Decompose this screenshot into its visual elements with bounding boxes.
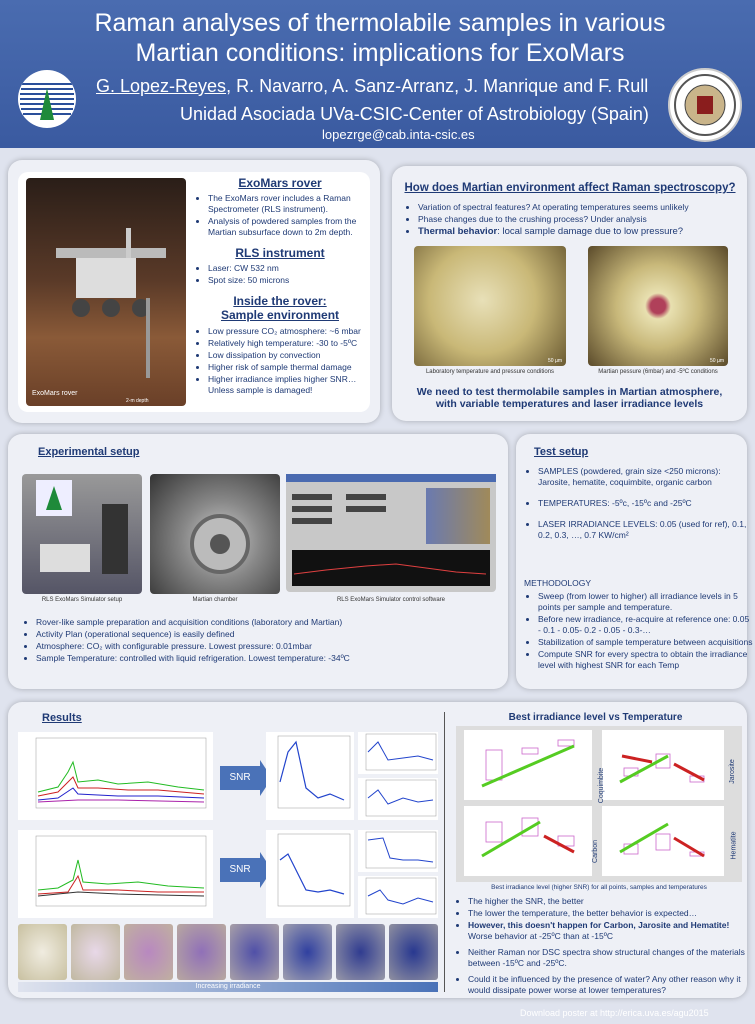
email: lopezrge@cab.inta-csic.es <box>322 127 475 142</box>
sample-thumb <box>389 924 438 980</box>
conclusion: We need to test thermolabile samples in Martian atmosphere, with variable temperatures and laser irradiance levels <box>416 386 723 410</box>
chamber-caption: Martian chamber <box>192 597 238 603</box>
sample-thumb <box>71 924 120 980</box>
list-item: • SAMPLES (powdered, grain size <250 microns): Jarosite, hematite, coquimbite, organic carbon <box>538 466 753 488</box>
photo-caption: ExoMars rover <box>32 390 78 397</box>
list-item: • Higher risk of sample thermal damage <box>208 362 366 373</box>
list-item: • Atmosphere: CO₂ with configurable pressure. Lowest pressure: 0.01mbar <box>36 641 516 652</box>
list-item: • Stabilization of sample temperature between acquisitions <box>538 637 753 648</box>
list-item: • The lower the temperature, the better behavior is expected… <box>468 908 750 919</box>
snr-chart-1 <box>266 732 354 820</box>
rover-photo <box>26 178 186 406</box>
list-item: • Before new irradiance, re-acquire at reference one: 0.05 - 0.1 - 0.05- 0.2 - 0.05 - 0.3-… <box>538 614 753 636</box>
setup-caption: RLS ExoMars Simulator setup <box>41 597 123 603</box>
label-coquimbite: Coquimbite <box>598 767 606 804</box>
martian-caption: Martian pessure (6mbar) and -5ºC conditions <box>598 369 718 375</box>
poster-title: Raman analyses of thermolabile samples in various Martian conditions: implications for ExoMars <box>94 9 666 67</box>
results-panel <box>8 702 747 998</box>
snr-arrow-1: SNR <box>220 766 260 790</box>
label-jarosite: Jarosite <box>728 759 736 784</box>
label-carbon: Carbon <box>591 840 599 863</box>
list-item: • Phase changes due to the crushing process? Under analysis <box>418 214 748 225</box>
results-list <box>454 896 750 997</box>
list-item: • Higher irradiance implies higher SNR… Unless sample is damaged! <box>208 374 366 396</box>
list-item: • However, this doesn't happen for Carbon, Jarosite and Hematite! Worse behavior at -25ºC than at -15ºC <box>468 920 750 942</box>
sample-photo-martian <box>588 246 728 366</box>
scale-label: 50 µm <box>548 358 562 364</box>
methodology-label: METHODOLOGY <box>524 578 592 588</box>
list-item: • The higher the SNR, the better <box>468 896 750 907</box>
lab-caption: Laboratory temperature and pressure conditions <box>425 369 555 375</box>
noise-chart-1 <box>358 778 438 820</box>
list-item: • Sweep (from lower to higher) all irradiance levels in 5 points per sample and temperature. <box>538 591 753 613</box>
setup-photo <box>22 474 142 594</box>
software-screenshot <box>286 474 496 592</box>
test-list <box>524 466 753 542</box>
sample-thumb <box>177 924 226 980</box>
rls-list <box>194 263 366 286</box>
label-hematite: Hematite <box>730 831 738 860</box>
list-item: • Activity Plan (operational sequence) is easily defined <box>36 629 516 640</box>
peak-chart-2 <box>358 830 438 872</box>
spectra-chart-2 <box>18 830 213 918</box>
martian-heading: How does Martian environment affect Raman spectroscopy? <box>404 182 736 194</box>
list-item: • Compute SNR for every spectra to obtain the irradiance level with highest SNR for each Temp <box>538 649 753 671</box>
list-item: • TEMPERATURES: -5ºc, -15ºc and -25ºC <box>538 498 753 509</box>
methodology-list <box>524 591 753 672</box>
software-caption: RLS ExoMars Simulator control software <box>336 597 446 603</box>
list-item: • The ExoMars rover includes a Raman Spectrometer (RLS instrument). <box>208 193 366 215</box>
sample-thumb <box>283 924 332 980</box>
list-item: • LASER IRRADIANCE LEVELS: 0.05 (used for ref), 0.1, 0.2, 0.3, …, 0.7 KW/cm² <box>538 519 753 541</box>
divider <box>444 712 445 992</box>
irradiance-photo-strip <box>18 924 438 980</box>
best-irradiance-caption: Best irradiance level (higher SNR) for all points, samples and temperatures <box>491 884 707 891</box>
martian-panel <box>392 166 747 421</box>
peak-chart-1 <box>358 732 438 774</box>
header <box>0 0 755 148</box>
list-item: • Sample Temperature: controlled with liquid refrigeration. Lowest temperature: -34ºC <box>36 653 516 664</box>
environment-list <box>194 326 366 396</box>
university-seal <box>668 68 742 142</box>
test-panel <box>516 434 753 689</box>
rover-heading: ExoMars rover <box>238 176 322 190</box>
best-irradiance-heading: Best irradiance level vs Temperature <box>508 712 683 723</box>
best-irradiance-grid <box>456 726 742 882</box>
list-item: • Analysis of powdered samples from the Martian subsurface down to 2m depth. <box>208 216 366 238</box>
authors: G. Lopez-Reyes, R. Navarro, A. Sanz-Arranz, J. Manrique and F. Rull <box>96 76 649 96</box>
spectra-chart-1 <box>18 732 213 820</box>
sample-thumb <box>230 924 279 980</box>
sample-thumb <box>18 924 67 980</box>
list-item: • Rover-like sample preparation and acquisition conditions (laboratory and Martian) <box>36 617 516 628</box>
list-item: • Low pressure CO₂ atmosphere: ~6 mbar <box>208 326 366 337</box>
sample-photo-lab <box>414 246 566 366</box>
martian-list <box>404 202 748 238</box>
setup-heading: Experimental setup <box>38 446 140 458</box>
rls-heading: RLS instrument <box>235 246 325 260</box>
snr-chart-2 <box>266 830 354 918</box>
uva-logo <box>18 70 76 128</box>
noise-chart-2 <box>358 876 438 918</box>
list-item: • Spot size: 50 microns <box>208 275 366 286</box>
thermal-bold: Thermal behavior <box>418 226 498 237</box>
results-heading: Results <box>42 712 82 724</box>
sample-thumb <box>336 924 385 980</box>
download-link[interactable]: Download poster at http://erica.uva.es/agu2015 <box>520 1008 709 1018</box>
list-item: • Variation of spectral features? At operating temperatures seems unlikely <box>418 202 748 213</box>
list-item: • Neither Raman nor DSC spectra show structural changes of the materials between -15ºC and -25ºC. <box>468 947 750 969</box>
chamber-photo <box>150 474 280 594</box>
list-item: • Relatively high temperature: -30 to -5ºC <box>208 338 366 349</box>
environment-heading-2: Sample environment <box>220 308 340 322</box>
sample-thumb <box>124 924 173 980</box>
list-item: • Low dissipation by convection <box>208 350 366 361</box>
depth-label: 2-m depth <box>126 398 149 404</box>
snr-arrow-2: SNR <box>220 858 260 882</box>
test-heading: Test setup <box>534 446 589 458</box>
environment-heading-1: Inside the rover: <box>233 294 327 308</box>
list-item: • Could it be influenced by the presence of water? Any other reason why it would dissipate power worse at lower temperatures? <box>468 974 750 996</box>
rover-panel <box>8 160 380 423</box>
list-item: • Laser: CW 532 nm <box>208 263 366 274</box>
scale-label: 50 µm <box>710 358 724 364</box>
setup-panel <box>8 434 508 689</box>
rover-list <box>194 193 366 238</box>
affiliation: Unidad Asociada UVa-CSIC-Center of Astrobiology (Spain) <box>180 104 649 124</box>
setup-list <box>22 617 516 665</box>
increasing-irradiance-bar: Increasing irradiance <box>18 982 438 992</box>
list-item: • Thermal behavior: local sample damage due to low pressure? <box>418 226 748 237</box>
